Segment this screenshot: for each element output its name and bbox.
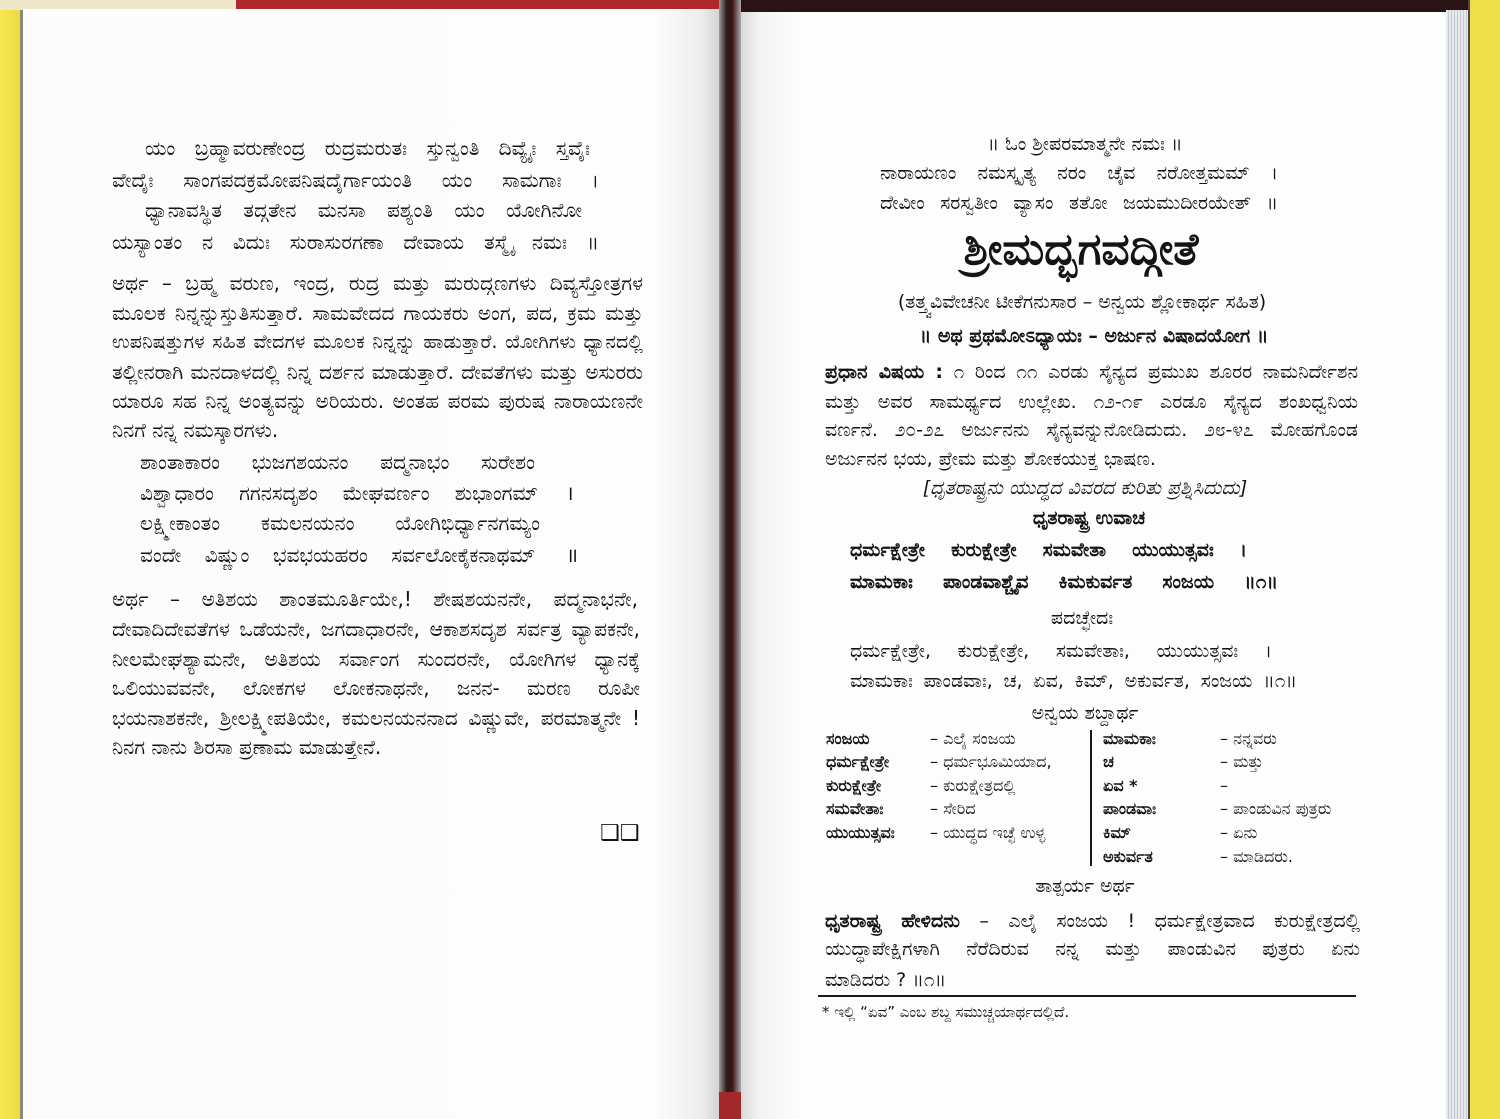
meaning-line: ನಿನಗ ನಾನು ಶಿರಸಾ ಪ್ರಣಾಮ ಮಾಡುತ್ತೇನೆ.	[112, 735, 382, 759]
stotra-verse-line: ಯಸ್ಯಾಂತಂ ನ ವಿದುಃ ಸುರಾಸುರಗಣಾ ದೇವಾಯ ತಸ್ಮೈ ನಮಃ ॥	[112, 230, 599, 254]
summary-line	[825, 358, 1358, 386]
dhyana-shloka-line: ದೇವೀಂ ಸರಸ್ವತೀಂ ವ್ಯಾಸಂ ತತೋ ಜಯಮುದೀರಯೇತ್ ॥	[880, 192, 1278, 214]
verse-double-danda-mark: ॥	[566, 543, 578, 567]
padaccheda-heading: ಪದಚ್ಛೇದಃ	[1050, 607, 1114, 629]
end-ornament: ❑❑	[600, 821, 640, 846]
book-gutter	[719, 0, 741, 1119]
tatparya-speaker: ಧೃತರಾಷ್ಟ್ರ ಹೇಳಿದನು	[825, 910, 960, 932]
word-meaning-term: ಸಮವೇತಾಃ	[826, 799, 884, 818]
padaccheda-line: ಧರ್ಮಕ್ಷೇತ್ರೇ, ಕುರುಕ್ಷೇತ್ರೇ, ಸಮವೇತಾಃ, ಯುಯುತ್ಸವಃ ।	[850, 640, 1272, 662]
word-meaning-term: ಚ	[1103, 752, 1114, 771]
summary-line: ವರ್ಣನೆ. ೨೦-೨೭ ಅರ್ಜುನನು ಸೈನ್ಯವನ್ನುನೋಡಿದುದು. ೨೮-೪೭ ಮೋಹಗೊಂಡ	[825, 419, 1358, 441]
padaccheda-line: ಮಾಮಕಾಃ ಪಾಂಡವಾಃ, ಚ, ಏವ, ಕಿಮ್, ಅಕುರ್ವತ, ಸಂಜಯ ॥೧॥	[850, 670, 1297, 692]
gita-verse-line: ಧರ್ಮಕ್ಷೇತ್ರೇ ಕುರುಕ್ಷೇತ್ರೇ ಸಮವೇತಾ ಯುಯುತ್ಸವಃ ।	[850, 539, 1247, 561]
word-meaning-term: ಧರ್ಮಕ್ಷೇತ್ರೇ	[826, 752, 890, 771]
stotra-verse-line: ಯಂ ಬ್ರಹ್ಮಾವರುಣೇಂದ್ರ ರುದ್ರಮರುತಃ ಸ್ತುನ್ವಂತಿ ದಿವ್ಯೈಃ ಸ್ತವೈಃ	[145, 136, 590, 160]
word-meaning-term: ಸಂಜಯ	[826, 729, 870, 748]
word-meaning-gloss: – ಕುರುಕ್ಷೇತ್ರದಲ್ಲಿ	[930, 776, 1016, 795]
cover-edge-top-right	[738, 0, 1478, 12]
word-meaning-heading: ಅನ್ವಯ ಶಬ್ದಾರ್ಥ	[1031, 702, 1139, 724]
word-meaning-term: ಏವ *	[1103, 776, 1138, 795]
meaning-line: ಭಯನಾಶಕನೇ, ಶ್ರೀಲಕ್ಷ್ಮೀಪತಿಯೇ, ಕಮಲನಯನನಾದ ವಿಷ್ಣುವೇ, ಪರಮಾತ್ಮನೇ !	[112, 706, 640, 730]
speaker-heading: ಧೃತರಾಷ್ಟ್ರ ಉವಾಚ	[1032, 507, 1146, 529]
summary-label: ಪ್ರಧಾನ ವಿಷಯ :	[825, 361, 944, 383]
word-meaning-gloss: – ಯುದ್ಧದ ಇಚ್ಛೆ ಉಳ್ಳ	[930, 823, 1046, 842]
cover-edge-left	[0, 0, 22, 1119]
stotra-verse-line: ವೇದೈಃ ಸಾಂಗಪದಕ್ರಮೋಪನಿಷದೈರ್ಗಾಯಂತಿ ಯಂ ಸಾಮಗಾಃ ।	[112, 168, 599, 192]
dhyana-verse-line: ವಿಶ್ವಾಧಾರಂ ಗಗನಸದೃಶಂ ಮೇಘವರ್ಣಂ ಶುಭಾಂಗಮ್	[140, 481, 538, 505]
dhyana-shloka-line: ನಾರಾಯಣಂ ನಮಸ್ಕೃತ್ಯ ನರಂ ಚೈವ ನರೋತ್ತಮಮ್ ।	[880, 162, 1278, 184]
tatparya-line	[825, 907, 1360, 935]
summary-line: ಮತ್ತು ಅವರ ಸಾಮರ್ಥ್ಯದ ಉಲ್ಲೇಖ. ೧೨-೧೯ ಎರಡೂ ಸೈನ್ಯದ ಶಂಖಧ್ವನಿಯ	[825, 391, 1358, 413]
word-meaning-gloss: – ಮತ್ತು	[1220, 752, 1264, 771]
footnote-rule	[818, 995, 1356, 997]
word-meaning-term: ಪಾಂಡವಾಃ	[1103, 799, 1157, 818]
footnote: * ಇಲ್ಲಿ “ಏವ” ಎಂಬ ಶಬ್ದ ಸಮುಚ್ಚಯಾರ್ಥದಲ್ಲಿದೆ.	[822, 1003, 1070, 1021]
word-meaning-gloss: – ಏನು	[1220, 823, 1258, 842]
cover-edge-right	[1468, 0, 1500, 1119]
word-meaning-term: ಅಕುರ್ವತ	[1103, 847, 1153, 866]
word-meaning-term: ಮಾಮಕಾಃ	[1103, 729, 1156, 748]
word-meaning-gloss: – ನನ್ನವರು	[1220, 729, 1277, 748]
tatparya-text: – ಎಲೈ ಸಂಜಯ ! ಧರ್ಮಕ್ಷೇತ್ರವಾದ ಕುರುಕ್ಷೇತ್ರದಲ್ಲಿ	[979, 910, 1361, 932]
meaning-line: ನೀಲಮೇಘಶ್ಯಾಮನೇ, ಅತಿಶಯ ಸರ್ವಾಂಗ ಸುಂದರನೇ, ಯೋಗಿಗಳ ಧ್ಯಾನಕ್ಕೆ	[112, 647, 640, 671]
tatparya-heading: ತಾತ್ಪರ್ಯ ಅರ್ಥ	[1035, 875, 1135, 897]
dhyana-verse-line: ವಂದೇ ವಿಷ್ಣುಂ ಭವಭಯಹರಂ ಸರ್ವಲೋಕೈಕನಾಥಮ್	[140, 543, 535, 567]
section-note: [ಧೃತರಾಷ್ಟ್ರನು ಯುದ್ಧದ ವಿವರದ ಕುರಿತು ಪ್ರಶ್ನಿಸಿದುದು]	[922, 477, 1248, 499]
meaning-line: ನಿನಗೆ ನನ್ನ ನಮಸ್ಕಾರಗಳು.	[112, 418, 279, 442]
dhyana-verse-line: ಶಾಂತಾಕಾರಂ ಭುಜಗಶಯನಂ ಪದ್ಮನಾಭಂ ಸುರೇಶಂ	[140, 450, 535, 474]
tatparya-line: ಯುದ್ಧಾಪೇಕ್ಷಿಗಳಾಗಿ ನೆರೆದಿರುವ ನನ್ನ ಮತ್ತು ಪಾಂಡುವಿನ ಪುತ್ರರು ಏನು	[825, 938, 1360, 960]
word-meaning-divider	[1090, 730, 1092, 866]
word-meaning-gloss: – ಧರ್ಮಭೂಮಿಯಾದ,	[930, 752, 1052, 771]
word-meaning-gloss: – ಸೇರಿದ	[930, 799, 976, 818]
summary-line: ಅರ್ಜುನನ ಭಯ, ಪ್ರೇಮ ಮತ್ತು ಶೋಕಯುಕ್ತ ಭಾಷಣ.	[825, 448, 1156, 470]
word-meaning-gloss: –	[1220, 776, 1228, 795]
verse-danda-mark: ।	[566, 481, 574, 505]
meaning-line: ದೇವಾದಿದೇವತೆಗಳ ಒಡೆಯನೇ, ಜಗದಾಧಾರನೇ, ಆಕಾಶಸದೃಶ ಸರ್ವತ್ರ ವ್ಯಾಪಕನೇ,	[112, 617, 640, 641]
page-stack-edges	[1446, 10, 1468, 1119]
dhyana-verse-line: ಲಕ್ಷ್ಮೀಕಾಂತಂ ಕಮಲನಯನಂ ಯೋಗಿಭಿರ್ಧ್ಯಾನಗಮ್ಯಂ	[140, 511, 540, 535]
invocation: ॥ ಓಂ ಶ್ರೀಪರಮಾತ್ಮನೇ ನಮಃ ॥	[987, 133, 1183, 155]
book-subtitle: (ತತ್ತ್ವವಿವೇಚನೀ ಟೀಕೆಗನುಸಾರ – ಅನ್ವಯ ಶ್ಲೋಕಾರ್ಥ ಸಹಿತ)	[897, 291, 1267, 313]
meaning-line: ಅರ್ಥ – ಅತಿಶಯ ಶಾಂತಮೂರ್ತಿಯೇ,! ಶೇಷಶಯನನೇ, ಪದ್ಮನಾಭನೇ,	[112, 587, 638, 611]
meaning-line: ಉಪನಿಷತ್ತುಗಳ ಸಹಿತ ವೇದಗಳ ಮೂಲಕ ನಿನ್ನನ್ನು ಹಾಡುತ್ತಾರೆ. ಯೋಗಿಗಳು ಧ್ಯಾನದಲ್ಲಿ	[112, 330, 643, 353]
spine-bottom	[719, 1092, 741, 1119]
meaning-line: ಯಾರೂ ಸಹ ನಿನ್ನ ಅಂತ್ಯವನ್ನು ಅರಿಯರು. ಅಂತಹ ಪರಮ ಪುರುಷ ನಾರಾಯಣನೇ	[112, 389, 643, 413]
tatparya-line: ಮಾಡಿದರು ? ॥೧॥	[825, 969, 947, 991]
word-meaning-gloss: – ಎಲೈ ಸಂಜಯ	[930, 729, 1016, 748]
summary-text: ೧ ರಿಂದ ೧೧ ಎರಡು ಸೈನ್ಯದ ಪ್ರಮುಖ ಶೂರರ ನಾಮನಿರ್ದೇಶನ	[953, 361, 1359, 383]
word-meaning-term: ಕುರುಕ್ಷೇತ್ರೇ	[826, 776, 882, 795]
word-meaning-term: ಯುಯುತ್ಸವಃ	[826, 823, 895, 842]
word-meaning-gloss: – ಮಾಡಿದರು.	[1220, 847, 1294, 866]
gita-verse-line: ಮಾಮಕಾಃ ಪಾಂಡವಾಶ್ಚೈವ ಕಿಮಕುರ್ವತ ಸಂಜಯ ॥೧॥	[850, 571, 1278, 593]
stotra-verse-line: ಧ್ಯಾನಾವಸ್ಥಿತ ತದ್ಗತೇನ ಮನಸಾ ಪಶ್ಯಂತಿ ಯಂ ಯೋಗಿನೋ	[145, 198, 582, 222]
meaning-line: ಮೂಲಕ ನಿನ್ನನ್ನುಸ್ತುತಿಸುತ್ತಾರೆ. ಸಾಮವೇದದ ಗಾಯಕರು ಅಂಗ, ಪದ, ಕ್ರಮ ಮತ್ತು	[112, 301, 643, 325]
chapter-heading: ॥ ಅಥ ಪ್ರಥಮೋಽಧ್ಯಾಯಃ – ಅರ್ಜುನ ವಿಷಾದಯೋಗ ॥	[919, 325, 1269, 347]
word-meaning-term: ಕಿಮ್	[1103, 823, 1131, 842]
meaning-line: ಅರ್ಥ – ಬ್ರಹ್ಮ ವರುಣ, ಇಂದ್ರ, ರುದ್ರ ಮತ್ತು ಮರುದ್ಗಣಗಳು ದಿವ್ಯಸ್ತೋತ್ರಗಳ	[112, 271, 643, 295]
meaning-line: ತಲ್ಲೀನರಾಗಿ ಮನದಾಳದಲ್ಲಿ ನಿನ್ನ ದರ್ಶನ ಮಾಡುತ್ತಾರೆ. ದೇವತೆಗಳು ಮತ್ತು ಅಸುರರು	[112, 360, 643, 384]
word-meaning-gloss: – ಪಾಂಡುವಿನ ಪುತ್ರರು	[1220, 799, 1332, 818]
book-title: ಶ್ರೀಮದ್ಭಗವದ್ಗೀತೆ	[963, 224, 1199, 275]
meaning-line: ಒಲಿಯುವವನೇ, ಲೋಕಗಳ ಲೋಕನಾಥನೇ, ಜನನ- ಮರಣ ರೂಪೀ	[112, 676, 640, 700]
